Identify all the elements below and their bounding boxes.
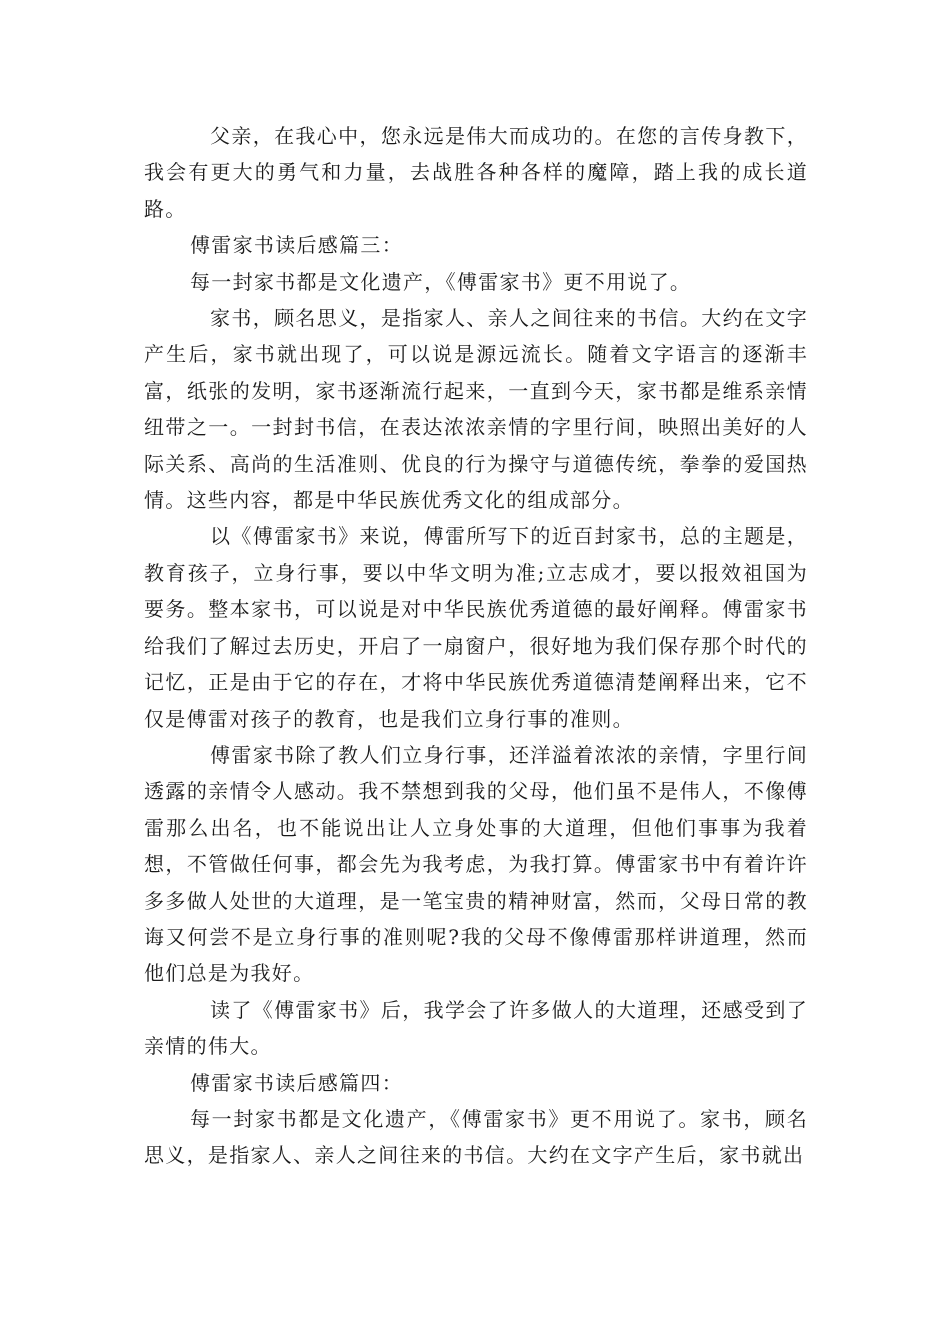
paragraph-intro-four: 每一封家书都是文化遗产，《傅雷家书》更不用说了。家书，顾名思义，是指家人、亲人之间往来的书信。大约在文字产生后，家书就出 (144, 1106, 808, 1168)
paragraph-father: 父亲，在我心中，您永远是伟大而成功的。在您的言传身教下，我会有更大的勇气和力量，去战胜各种各样的魔障，踏上我的成长道路。 (144, 124, 808, 221)
paragraph-affection: 傅雷家书除了教人们立身行事，还洋溢着浓浓的亲情，字里行间透露的亲情令人感动。我不禁想到我的父母，他们虽不是伟人，不像傅雷那么出名，也不能说出让人立身处事的大道理，但他们事事为我着想，不管做任何事，都会先为我考虑，为我打算。傅雷家书中有着许许多多做人处世的大道理，是一笔宝贵的精神财富，然而，父母日常的教诲又何尝不是立身行事的准则呢?我的父母不像傅雷那样讲道理，然而他们总是为我好。 (144, 742, 808, 986)
document-body (144, 118, 808, 1174)
section-heading-four: 傅雷家书读后感篇四： (190, 1070, 403, 1095)
paragraph-conclusion: 读了《傅雷家书》后，我学会了许多做人的大道理，还感受到了亲情的伟大。 (144, 997, 808, 1059)
paragraph-intro-three: 每一封家书都是文化遗产，《傅雷家书》更不用说了。 (190, 269, 692, 294)
section-heading-three: 傅雷家书读后感篇三： (190, 233, 403, 258)
paragraph-fu-lei-letters: 以《傅雷家书》来说，傅雷所写下的近百封家书，总的主题是，教育孩子，立身行事，要以中华文明为准;立志成才，要以报效祖国为要务。整本家书，可以说是对中华民族优秀道德的最好阐释。傅雷家书给我们了解过去历史，开启了一扇窗户，很好地为我们保存那个时代的记忆，正是由于它的存在，才将中华民族优秀道德清楚阐释出来，它不仅是傅雷对孩子的教育，也是我们立身行事的准则。 (144, 524, 808, 731)
paragraph-family-letters: 家书，顾名思义，是指家人、亲人之间往来的书信。大约在文字产生后，家书就出现了，可以说是源远流长。随着文字语言的逐渐丰富，纸张的发明，家书逐渐流行起来，一直到今天，家书都是维系亲情纽带之一。一封封书信，在表达浓浓亲情的字里行间，映照出美好的人际关系、高尚的生活准则、优良的行为操守与道德传统，拳拳的爱国热情。这些内容，都是中华民族优秀文化的组成部分。 (144, 306, 808, 513)
